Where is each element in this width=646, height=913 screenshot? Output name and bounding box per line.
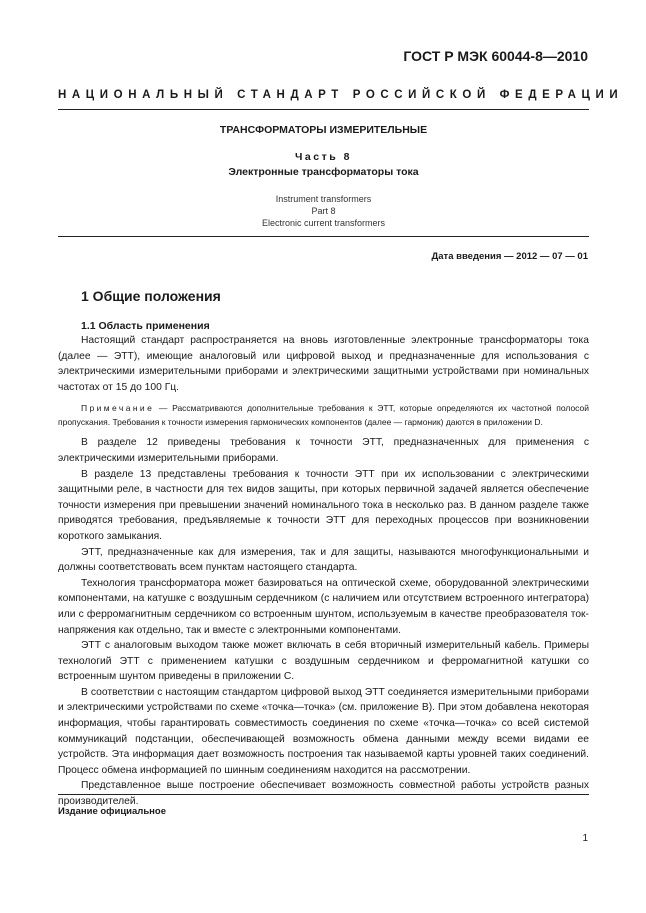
paragraph-4: ЭТТ, предназначенные как для измерения, так и для защиты, называются многофункциональными и должны соответствовать всем пунктам настоящего стандарта. — [58, 546, 589, 574]
note-text: — Рассматриваются дополнительные требования к ЭТТ, которые определяются их частотной полосой пропускания. Требования к точности измерения гармонических компонентов (далее — гармоник) даются в приложении D. — [58, 403, 589, 428]
standard-code: ГОСТ Р МЭК 60044-8—2010 — [403, 48, 588, 64]
english-title-line-3: Electronic current transformers — [261, 218, 386, 228]
document-title: ТРАНСФОРМАТОРЫ ИЗМЕРИТЕЛЬНЫЕ — [219, 124, 428, 136]
document-subtitle: Электронные трансформаторы тока — [228, 166, 419, 178]
english-title-line-2: Part 8 — [311, 206, 336, 216]
section-heading: 1 Общие положения — [81, 288, 221, 304]
paragraph-2: В разделе 12 приведены требования к точности ЭТТ, предназначенных для применения с электрическими измерительными приборами. — [58, 437, 589, 464]
national-standard-banner: НАЦИОНАЛЬНЫЙ СТАНДАРТ РОССИЙСКОЙ ФЕДЕРАЦИИ — [58, 89, 624, 101]
paragraph-3: В разделе 13 представлены требования к точности ЭТТ при их использовании с электрическими защитными реле, в частности для тех видов защиты, при которых первичной задачей является обеспечение точности измерения при превышении значений номинального тока в несколько раз. В данном разделе также приводятся требования, предъявляемые к точности ЭТТ для переходных процессов при возникновении короткого замыкания. — [58, 468, 589, 542]
section-body — [58, 333, 589, 810]
paragraph-6: ЭТТ с аналоговым выходом также может включать в себя вторичный измерительный кабель. Примеры технологий ЭТТ с применением катушки с воздушным сердечником и ферромагнитной катушки со встроенным шунтом приведены в приложении С. — [58, 640, 589, 683]
paragraph-8: Представленное выше построение обеспечивает возможность совместной работы устройств разных производителей. — [58, 780, 589, 808]
footer-rule — [58, 794, 589, 795]
top-rule — [58, 109, 589, 110]
note-label: Примечание — [81, 403, 155, 414]
subsection-heading: 1.1 Область применения — [81, 320, 210, 332]
introduction-date: Дата введения — 2012 — 07 — 01 — [431, 251, 588, 262]
official-edition: Издание официальное — [58, 806, 166, 817]
part-number: Часть 8 — [295, 151, 352, 163]
note — [58, 401, 589, 429]
page-number: 1 — [582, 833, 588, 844]
paragraph-7: В соответствии с настоящим стандартом цифровой выход ЭТТ соединяется измерительными приборами и электрическими устройствами по схеме «точка—точка» (см. приложение В). При этом добавлена некоторая информация, чтобы гарантировать совместимость соединения по схеме «точка—точка» со всей системой коммуникаций подстанции, обеспечивающей возможность обмена данными между всеми видами ее устройств. Эта информация дает возможность построения так называемой карты уровней таких соединений. Процесс обмена информацией по шинным соединениям находится на рассмотрении. — [58, 686, 589, 776]
english-title-line-1: Instrument transformers — [275, 194, 372, 204]
title-rule — [58, 236, 589, 237]
paragraph-1: Настоящий стандарт распространяется на вновь изготовленные электронные трансформаторы тока (далее — ЭТТ), имеющие аналоговый или цифровой выход и предназначенные для использования с электрическими измерительными приборами и электрическими защитными устройствами при номинальных частотах от 15 до 100 Гц. — [58, 335, 589, 393]
paragraph-5: Технология трансформатора может базироваться на оптической схеме, оборудованной электрическими компонентами, на катушке с воздушным сердечником (с наличием или отсутствием встроенного интегратора) или с ферромагнитным сердечником со встроенным шунтом, используемым в качестве преобразователя ток-напряжения как отдельно, так и вместе с электронными компонентами. — [58, 577, 589, 636]
